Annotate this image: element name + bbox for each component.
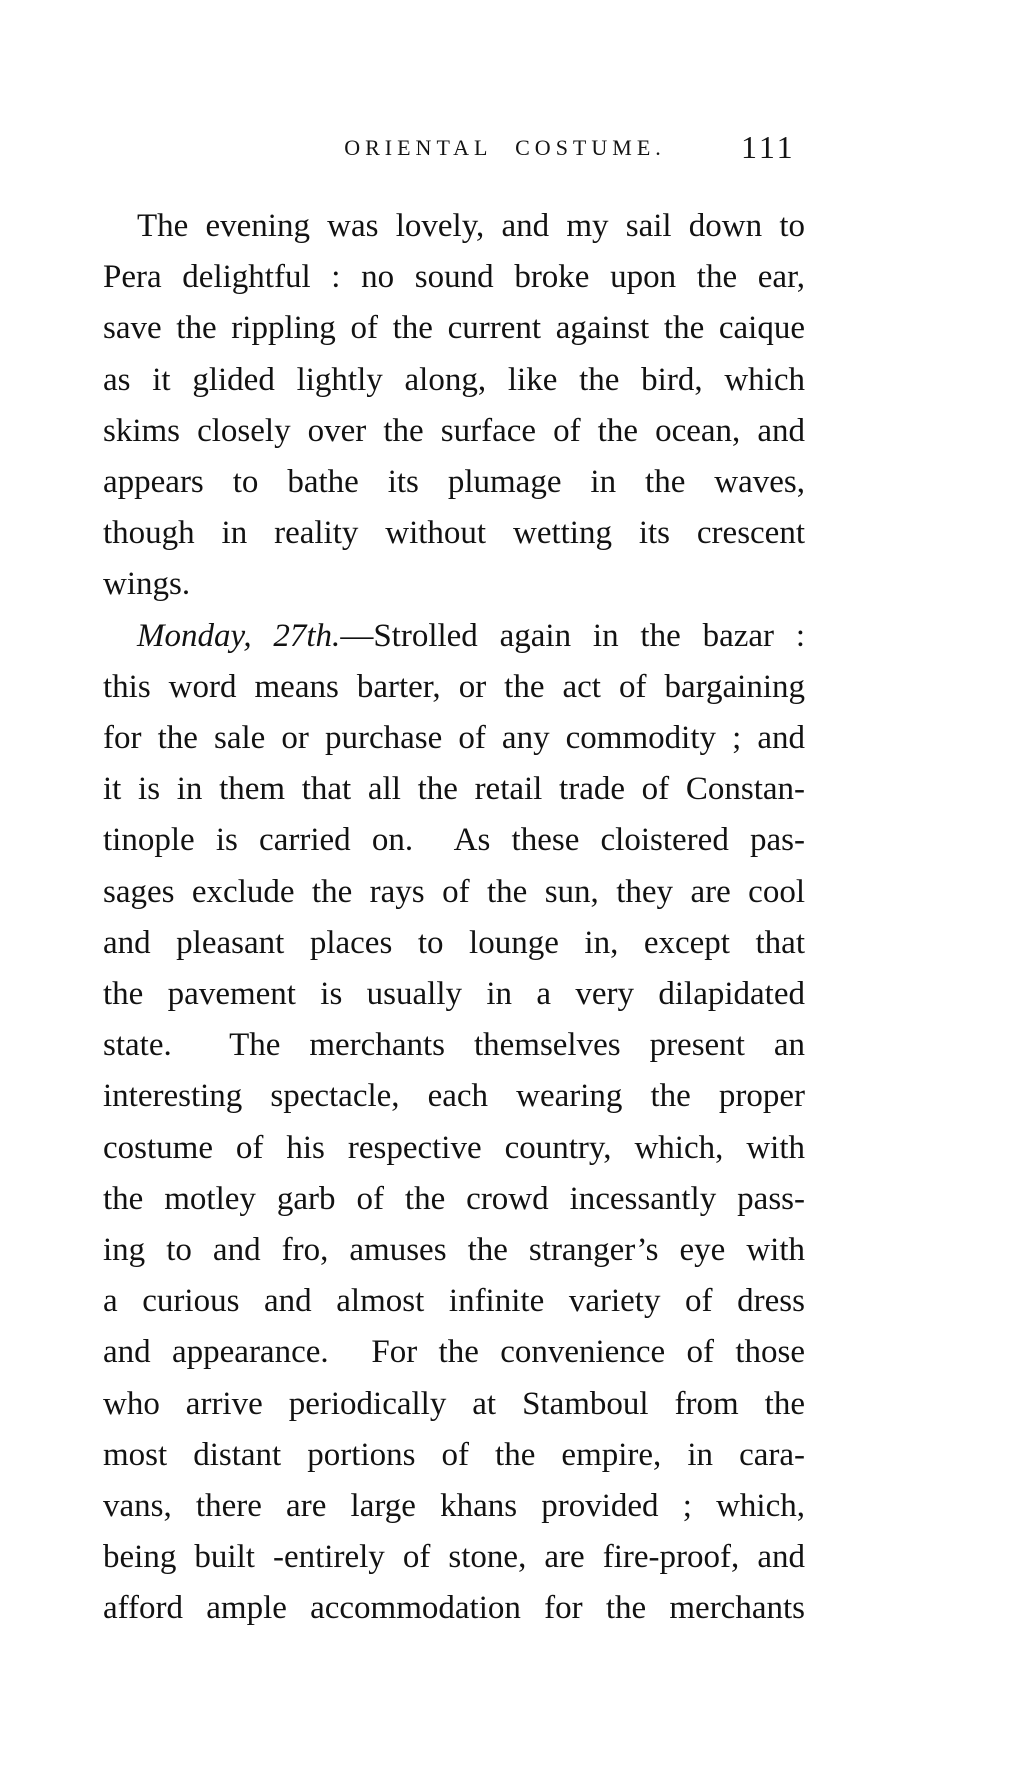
line-text: the motley garb of the crowd incessantly pass- xyxy=(103,1180,805,1217)
text-line xyxy=(103,867,805,918)
text-line xyxy=(103,355,805,406)
text-line xyxy=(103,1123,805,1174)
line-text: this word means barter, or the act of bargaining xyxy=(103,668,805,705)
line-text: a curious and almost infinite variety of dress xyxy=(103,1283,805,1320)
line-text: being built -entirely of stone, are fire-proof, and xyxy=(103,1539,805,1576)
text-line xyxy=(103,1174,805,1225)
line-text: The evening was lovely, and my sail down to xyxy=(137,208,805,244)
text-line xyxy=(103,611,805,662)
text-line xyxy=(103,815,805,866)
text-line xyxy=(103,1430,805,1481)
text-line xyxy=(103,457,805,508)
running-title: ORIENTAL COSTUME. xyxy=(344,135,666,160)
line-text: as it glided lightly along, like the bird, which xyxy=(103,361,805,398)
text-line xyxy=(103,1379,805,1430)
text-line xyxy=(103,969,805,1020)
line-text: Pera delightful : no sound broke upon the ear, xyxy=(103,259,805,296)
text-line xyxy=(103,201,805,252)
text-line xyxy=(103,1225,805,1276)
line-text: sages exclude the rays of the sun, they are cool xyxy=(103,873,805,910)
line-text: —Strolled again in the bazar : xyxy=(340,617,805,654)
text-line xyxy=(103,559,805,610)
text-line xyxy=(103,1481,805,1532)
text-line xyxy=(103,406,805,457)
text-line xyxy=(103,303,805,354)
line-text: tinople is carried on. As these cloistered pas- xyxy=(103,822,805,859)
line-text: wings. xyxy=(103,566,191,603)
line-text: interesting spectacle, each wearing the proper xyxy=(103,1078,805,1115)
text-line xyxy=(103,662,805,713)
text-line xyxy=(103,1276,805,1327)
text-line xyxy=(103,1071,805,1122)
text-line xyxy=(103,1020,805,1071)
line-text: save the rippling of the current against the caique xyxy=(103,310,805,347)
line-text: and pleasant places to lounge in, except that xyxy=(103,924,805,961)
line-text: for the sale or purchase of any commodity ; and xyxy=(103,720,805,757)
line-text: ing to and fro, amuses the stranger’s eye with xyxy=(103,1232,805,1269)
text-line xyxy=(103,1327,805,1378)
text-line xyxy=(103,1583,805,1634)
line-text: appears to bathe its plumage in the waves, xyxy=(103,464,805,501)
line-text: who arrive periodically at Stamboul from the xyxy=(103,1385,805,1422)
line-text: skims closely over the surface of the ocean, and xyxy=(103,412,805,449)
page-number: 111 xyxy=(741,129,796,165)
line-text: the pavement is usually in a very dilapidated xyxy=(103,976,805,1013)
text-line xyxy=(103,1532,805,1583)
line-text: afford ample accommodation for the merchants xyxy=(103,1590,805,1627)
italic-date-lead: Monday, 27th. xyxy=(137,617,341,654)
line-text: it is in them that all the retail trade of Constan- xyxy=(103,771,805,808)
line-text: costume of his respective country, which, with xyxy=(103,1129,805,1166)
line-text: most distant portions of the empire, in cara- xyxy=(103,1436,805,1473)
text-line xyxy=(103,713,805,764)
line-text: vans, there are large khans provided ; which, xyxy=(103,1488,805,1525)
text-line xyxy=(103,918,805,969)
text-line xyxy=(103,764,805,815)
line-text: though in reality without wetting its crescent xyxy=(103,515,805,552)
text-line xyxy=(103,252,805,303)
line-text: state. The merchants themselves present an xyxy=(103,1027,805,1064)
text-block xyxy=(103,201,805,1635)
text-line xyxy=(103,508,805,559)
line-text: and appearance. For the convenience of those xyxy=(103,1334,805,1371)
